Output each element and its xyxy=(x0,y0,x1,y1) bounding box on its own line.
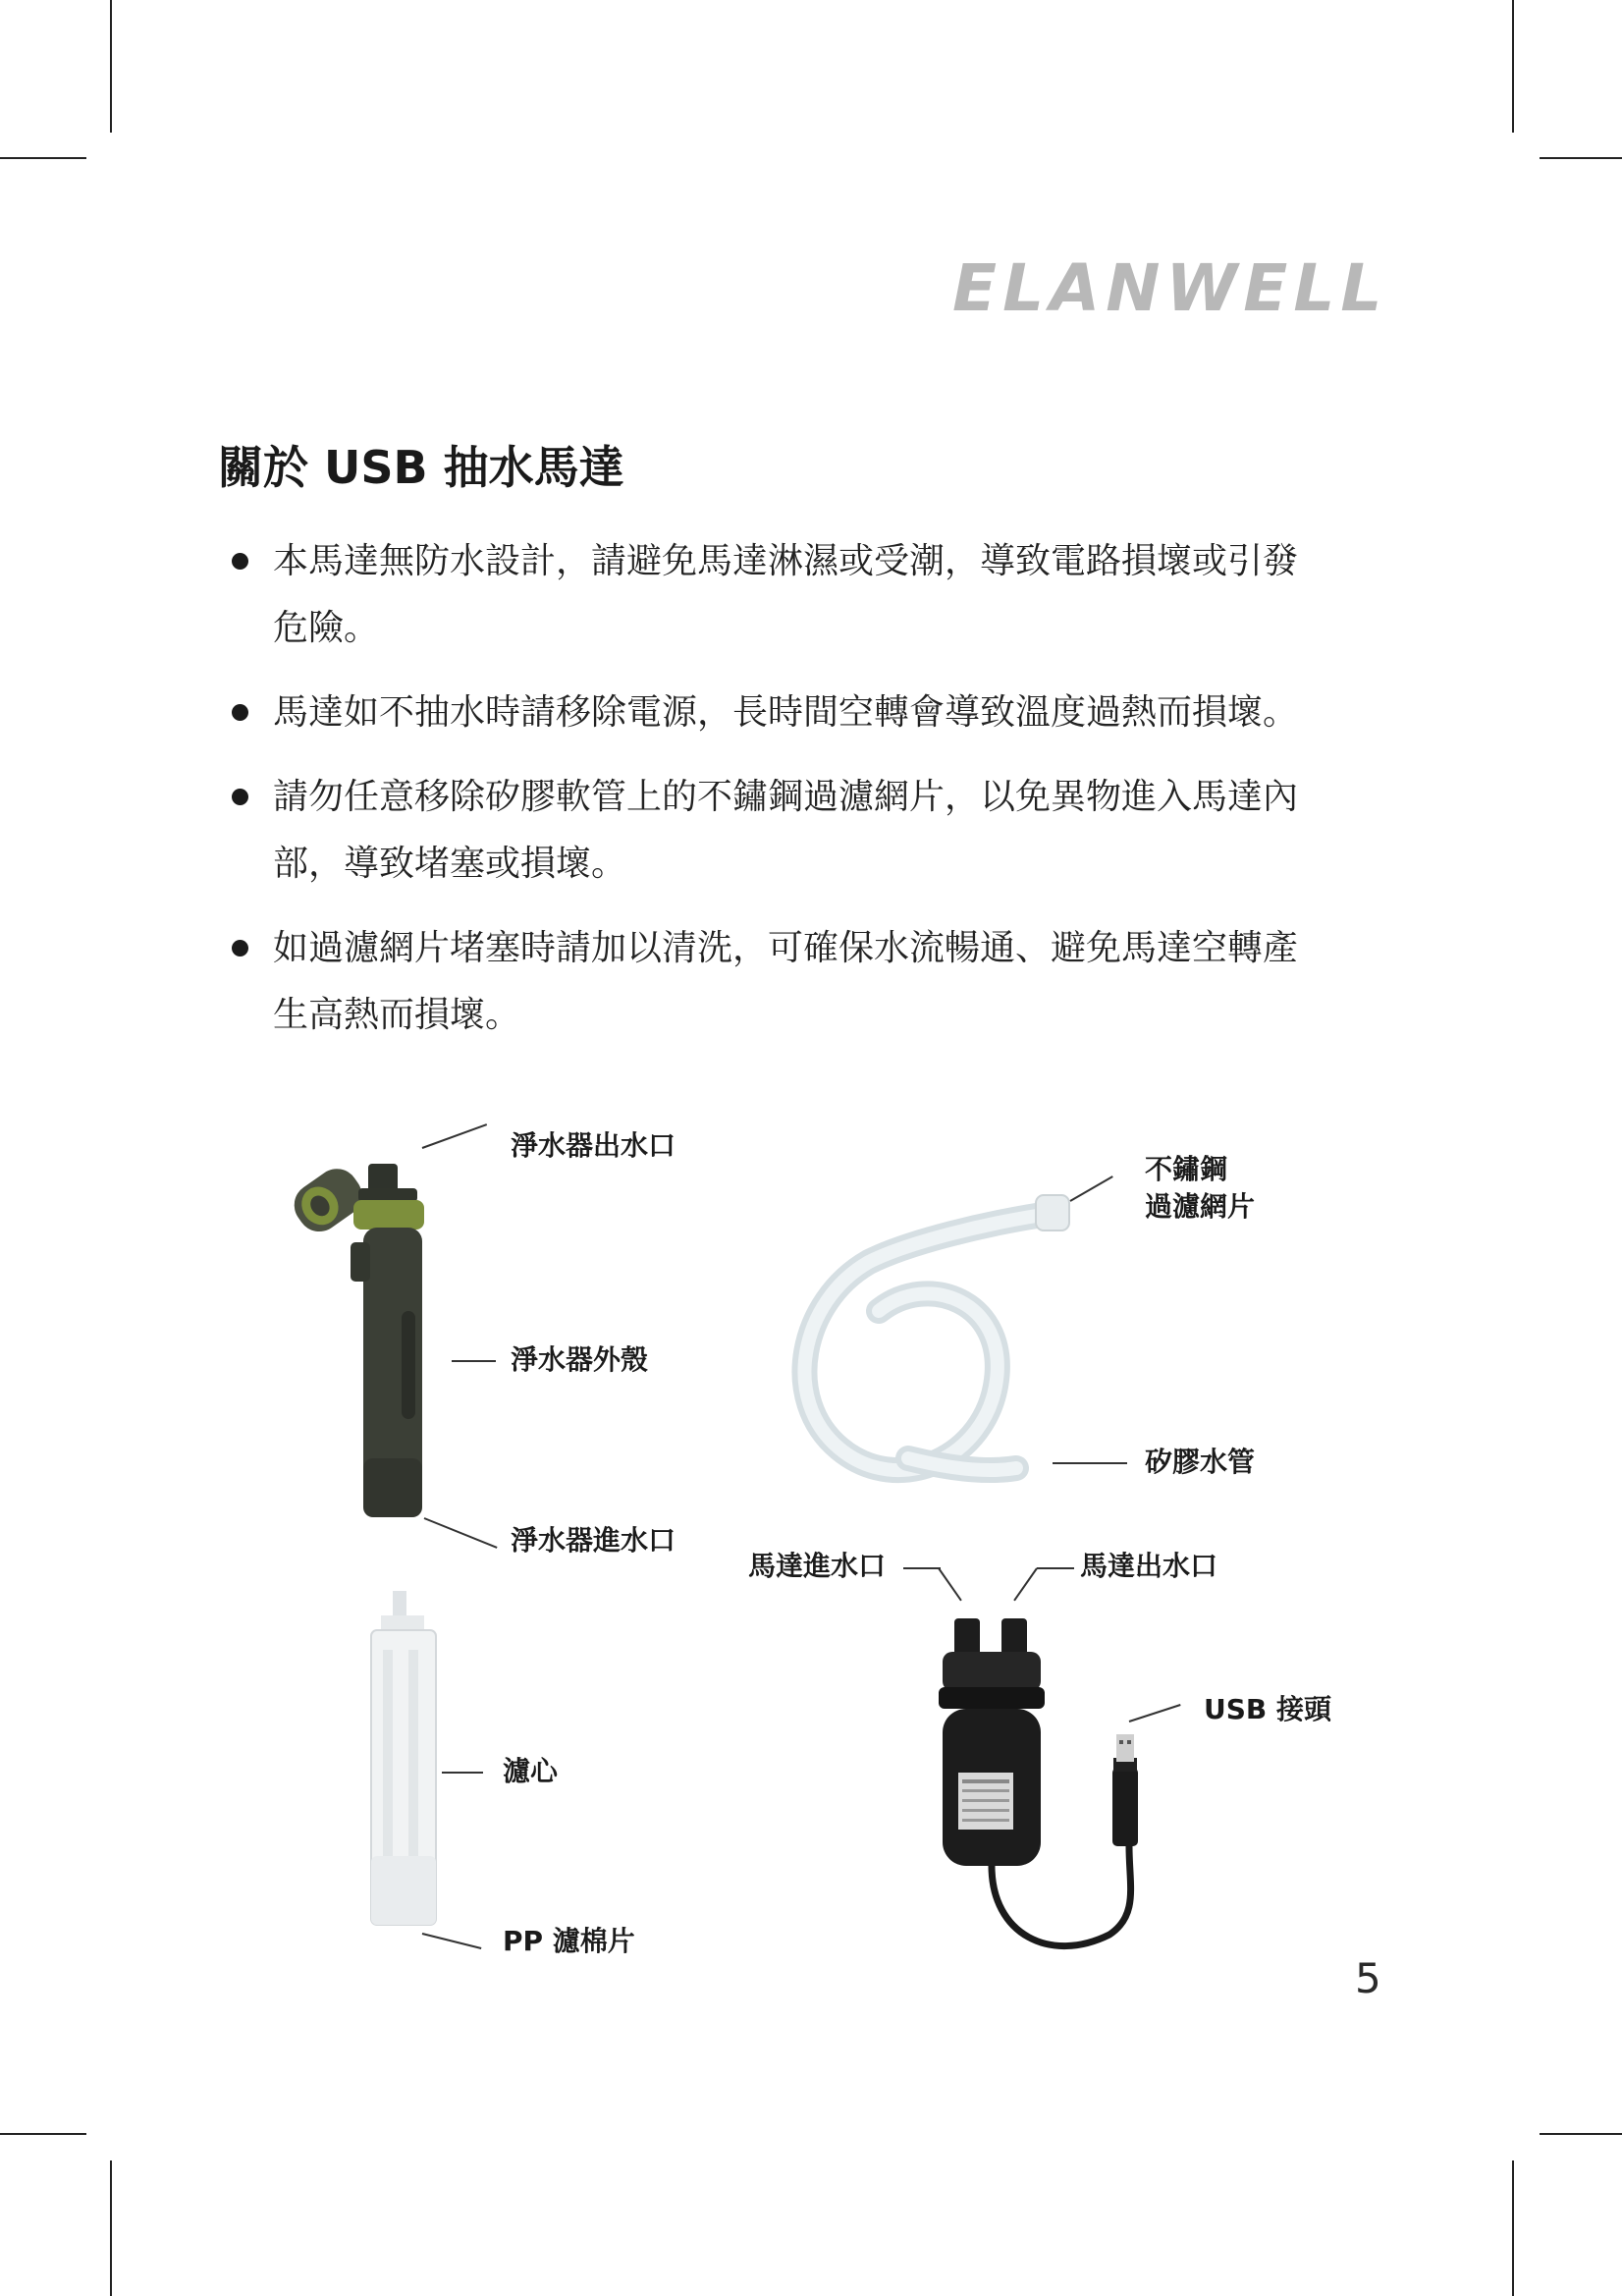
label-motor-outlet: 馬達出水口 xyxy=(1080,1550,1218,1582)
bullet-text: 危險。 xyxy=(273,608,380,648)
pump-motor-image xyxy=(933,1611,1159,2003)
leader-line xyxy=(1013,1567,1038,1601)
crop-mark xyxy=(1512,0,1514,133)
list-item xyxy=(228,680,1396,746)
crop-mark xyxy=(1540,2133,1622,2135)
label-filter-core: 濾心 xyxy=(503,1755,559,1787)
bullet-text: 請勿任意移除矽膠軟管上的不鏽鋼過濾網片，以免異物進入馬達內 xyxy=(273,777,1299,817)
bullet-dot-icon xyxy=(232,789,248,805)
leader-line xyxy=(442,1772,483,1774)
bullet-dot-icon xyxy=(232,704,248,721)
page-number: 5 xyxy=(1355,1954,1381,2002)
bullet-text: 本馬達無防水設計，請避免馬達淋濕或受潮，導致電路損壞或引發 xyxy=(273,541,1299,581)
crop-mark xyxy=(110,2160,112,2296)
label-usb-plug: USB 接頭 xyxy=(1204,1693,1331,1725)
leader-line xyxy=(1053,1462,1127,1464)
label-purifier-outlet: 淨水器出水口 xyxy=(511,1129,676,1162)
leader-line xyxy=(903,1567,941,1569)
filter-core-image xyxy=(363,1591,452,1964)
water-purifier-image xyxy=(280,1149,496,1542)
label-silicone-tube: 矽膠水管 xyxy=(1145,1446,1256,1478)
section-title: 關於 USB 抽水馬達 xyxy=(218,441,624,494)
leader-line xyxy=(1070,1175,1113,1202)
crop-mark xyxy=(1540,157,1622,159)
bullet-text: 如過濾網片堵塞時請加以清洗，可確保水流暢通、避免馬達空轉產 xyxy=(273,928,1299,968)
label-purifier-shell: 淨水器外殼 xyxy=(511,1343,649,1376)
brand-logo: ELANWELL xyxy=(952,250,1388,326)
list-item xyxy=(228,915,1396,1049)
label-stainless-mesh-line2: 過濾網片 xyxy=(1145,1190,1256,1223)
label-pp-cotton: PP 濾棉片 xyxy=(503,1925,635,1957)
label-stainless-mesh xyxy=(1145,1151,1255,1226)
bullet-text: 部，導致堵塞或損壞。 xyxy=(273,844,627,884)
label-motor-inlet: 馬達進水口 xyxy=(748,1550,887,1582)
leader-line xyxy=(422,1123,487,1149)
crop-mark xyxy=(0,2133,86,2135)
crop-mark xyxy=(1512,2160,1514,2296)
bullet-dot-icon xyxy=(232,940,248,957)
crop-mark xyxy=(0,157,86,159)
silicone-tube-image xyxy=(761,1183,1075,1488)
bullet-text: 馬達如不抽水時請移除電源，長時間空轉會導致溫度過熱而損壞。 xyxy=(273,692,1299,733)
list-item xyxy=(228,528,1396,662)
bullet-dot-icon xyxy=(232,553,248,570)
bullet-text: 生高熱而損壞。 xyxy=(273,995,521,1035)
crop-mark xyxy=(110,0,112,133)
leader-line xyxy=(938,1567,962,1601)
bullet-list xyxy=(228,528,1396,1066)
label-purifier-inlet: 淨水器進水口 xyxy=(511,1524,676,1557)
leader-line xyxy=(1037,1567,1074,1569)
label-stainless-mesh-line1: 不鏽鋼 xyxy=(1145,1153,1228,1185)
leader-line xyxy=(452,1360,496,1362)
list-item xyxy=(228,764,1396,898)
